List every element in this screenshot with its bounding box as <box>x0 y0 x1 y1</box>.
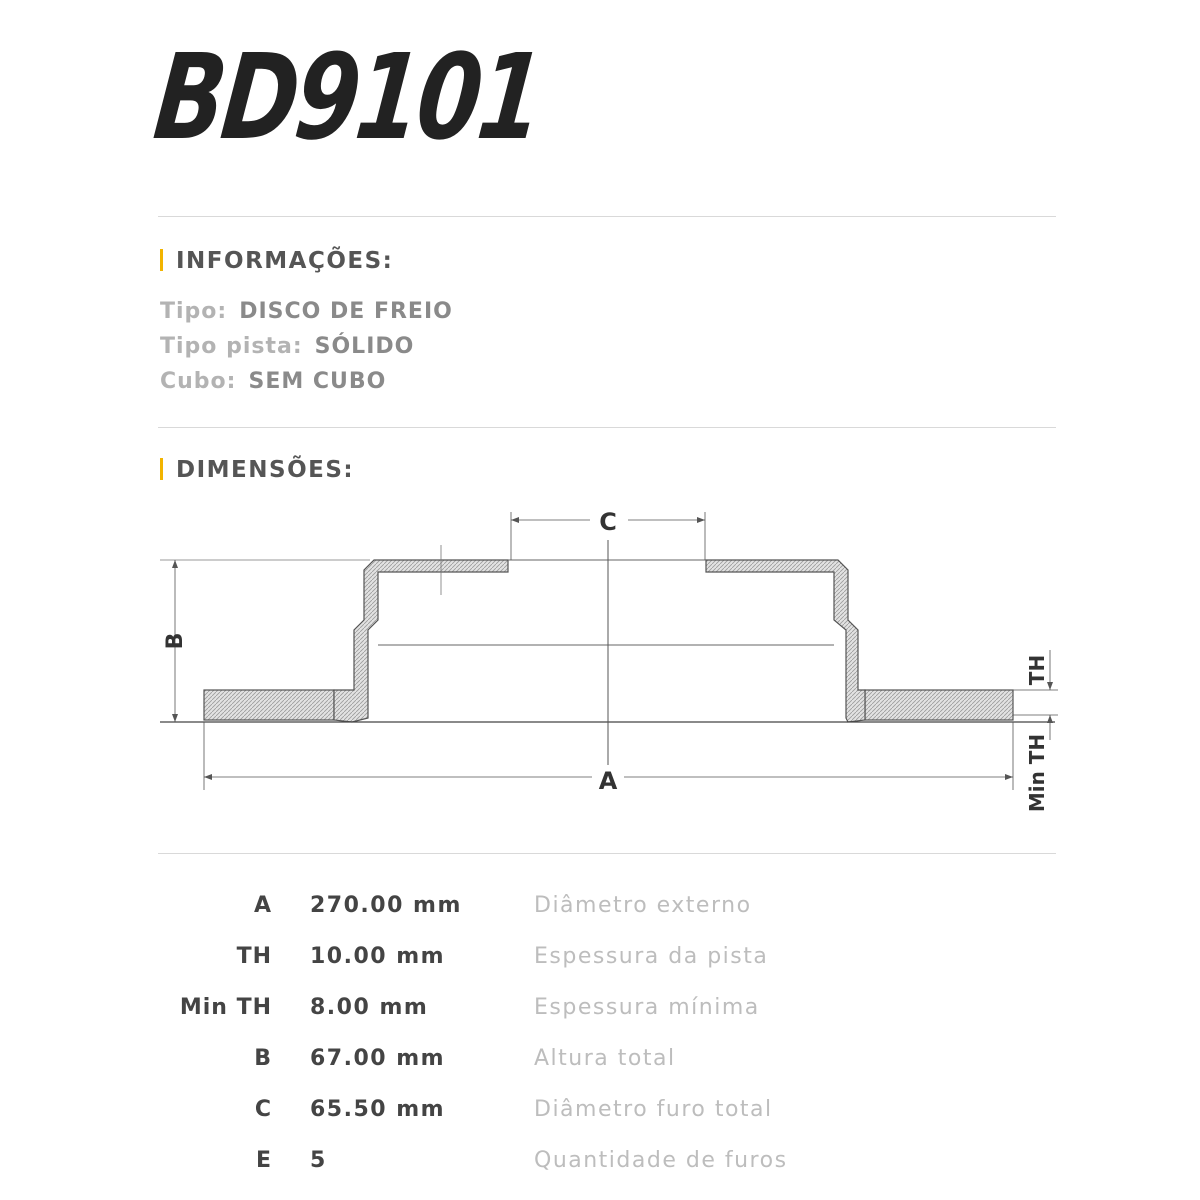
dimension-row <box>0 1148 1200 1188</box>
divider <box>158 427 1056 428</box>
dimension-value: 270.00 mm <box>310 893 462 918</box>
dimension-value: 65.50 mm <box>310 1097 446 1122</box>
info-heading <box>160 248 393 274</box>
dimension-code: B <box>254 1046 272 1071</box>
dimension-value: 67.00 mm <box>310 1046 446 1071</box>
info-value: SEM CUBO <box>248 369 387 394</box>
accent-bar <box>160 249 163 271</box>
divider <box>158 853 1056 854</box>
info-label: Cubo: <box>160 369 237 394</box>
dimension-code: Min TH <box>179 995 272 1020</box>
dimension-description: Altura total <box>534 1046 676 1071</box>
dimension-code: A <box>253 893 272 918</box>
dimension-description: Diâmetro furo total <box>534 1097 773 1122</box>
dim-th-label: TH <box>1025 654 1049 686</box>
dimension-description: Quantidade de furos <box>534 1148 788 1173</box>
info-value: DISCO DE FREIO <box>239 299 453 324</box>
dim-min-th-label: Min TH <box>1025 733 1049 813</box>
info-row-hub <box>160 369 386 394</box>
dimension-row <box>0 1097 1200 1137</box>
info-label: Tipo: <box>160 299 228 324</box>
info-value: SÓLIDO <box>314 334 415 359</box>
dimension-row <box>0 944 1200 984</box>
dimension-value: 5 <box>310 1148 327 1173</box>
brake-disc-diagram <box>150 495 1060 825</box>
info-label: Tipo pista: <box>160 334 303 359</box>
dimension-value: 10.00 mm <box>310 944 446 969</box>
info-heading-text: INFORMAÇÕES: <box>176 248 394 274</box>
dimensions-heading-text: DIMENSÕES: <box>176 457 355 483</box>
info-row-type <box>160 299 453 324</box>
dimension-code: TH <box>236 944 272 969</box>
accent-bar <box>160 458 163 480</box>
dimensions-heading <box>160 457 354 483</box>
dimension-row <box>0 1046 1200 1086</box>
dimension-row <box>0 893 1200 933</box>
dim-c-label: C <box>599 508 617 536</box>
dimension-description: Diâmetro externo <box>534 893 752 918</box>
dimension-description: Espessura da pista <box>534 944 769 969</box>
dimension-value: 8.00 mm <box>310 995 429 1020</box>
dimension-description: Espessura mínima <box>534 995 760 1020</box>
divider <box>158 216 1056 217</box>
dim-b-label: B <box>163 632 188 650</box>
dimension-code: E <box>255 1148 272 1173</box>
dim-a-label: A <box>598 767 618 795</box>
dimension-row <box>0 995 1200 1035</box>
info-row-track-type <box>160 334 414 359</box>
dimension-code: C <box>254 1097 272 1122</box>
product-code-title: BD9101 <box>148 28 548 166</box>
